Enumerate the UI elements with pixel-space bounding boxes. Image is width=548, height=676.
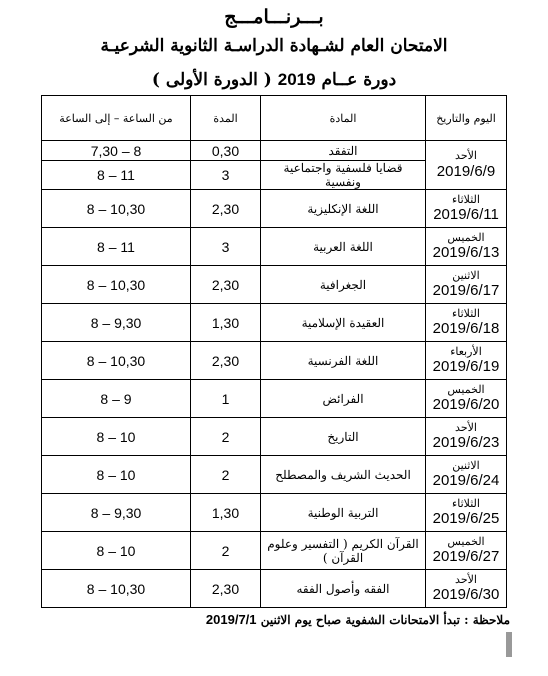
- table-row: [42, 494, 507, 532]
- subject-cell: اللغة الفرنسية: [261, 342, 426, 380]
- table-row: [42, 304, 507, 342]
- subject-cell: القرآن الكريم ( التفسير وعلوم القرآن ): [261, 532, 426, 570]
- subject-cell: التربية الوطنية: [261, 494, 426, 532]
- duration-cell: 2: [191, 532, 261, 570]
- exam-date: 2019/6/25: [432, 510, 500, 528]
- subject-cell: قضايا فلسفية واجتماعية ونفسية: [261, 161, 426, 190]
- exam-date: 2019/6/9: [436, 162, 496, 180]
- subject-cell: الفرائض: [261, 380, 426, 418]
- day-date-cell: [426, 228, 507, 266]
- day-date-cell: [426, 532, 507, 570]
- day-date-cell: [426, 266, 507, 304]
- day-date-cell: [426, 141, 507, 190]
- time-cell: 10,30 – 8: [42, 266, 191, 304]
- header-duration: المدة: [191, 96, 261, 141]
- day-date-cell: [426, 418, 507, 456]
- day-name: الخميس: [447, 230, 485, 244]
- duration-cell: 2,30: [191, 266, 261, 304]
- day-name: الأحد: [455, 420, 477, 434]
- time-cell: 8 – 7,30: [42, 141, 191, 161]
- exam-date: 2019/6/30: [432, 586, 500, 604]
- table-row: [42, 380, 507, 418]
- day-date-cell: [426, 342, 507, 380]
- table-row: [42, 141, 507, 161]
- time-cell: 10 – 8: [42, 456, 191, 494]
- table-row: [42, 456, 507, 494]
- day-name: الثلاثاء: [452, 496, 480, 510]
- time-cell: 10,30 – 8: [42, 190, 191, 228]
- time-cell: 11 – 8: [42, 161, 191, 190]
- exam-date: 2019/6/17: [432, 282, 500, 300]
- duration-cell: 2,30: [191, 190, 261, 228]
- duration-cell: 3: [191, 228, 261, 266]
- exam-date: 2019/6/13: [432, 244, 500, 262]
- table-body: [42, 141, 507, 608]
- header-subject: المادة: [261, 96, 426, 141]
- session-year: 2019: [277, 70, 316, 89]
- day-name: الاثنين: [452, 458, 480, 472]
- exam-date: 2019/6/27: [432, 548, 500, 566]
- time-cell: 10 – 8: [42, 418, 191, 456]
- day-name: الأحد: [455, 149, 477, 163]
- exam-subtitle: الامتحان العام لشـهادة الدراسـة الثانوية الشرعيـة: [100, 36, 448, 56]
- subject-cell: العقيدة الإسلامية: [261, 304, 426, 342]
- duration-cell: 1: [191, 380, 261, 418]
- duration-cell: 2: [191, 456, 261, 494]
- note-text: ملاحظة : تبدأ الامتحانات الشفوية صباح يوم الاثنين: [260, 613, 510, 627]
- exam-date: 2019/6/18: [432, 320, 500, 338]
- subject-cell: التاريخ: [261, 418, 426, 456]
- duration-cell: 2,30: [191, 570, 261, 608]
- duration-cell: 0,30: [191, 141, 261, 161]
- time-cell: 10,30 – 8: [42, 570, 191, 608]
- header-time: من الساعة – إلى الساعة: [42, 96, 191, 141]
- subject-cell: التفقد: [261, 141, 426, 161]
- day-name: الخميس: [447, 382, 485, 396]
- table-row: [42, 228, 507, 266]
- day-name: الخميس: [447, 534, 485, 548]
- duration-cell: 2,30: [191, 342, 261, 380]
- table-row: [42, 342, 507, 380]
- time-cell: 9,30 – 8: [42, 304, 191, 342]
- time-cell: 9 – 8: [42, 380, 191, 418]
- subject-cell: الجغرافية: [261, 266, 426, 304]
- table-row: [42, 190, 507, 228]
- subject-cell: اللغة العربية: [261, 228, 426, 266]
- exam-date: 2019/6/19: [432, 358, 500, 376]
- table-row: [42, 266, 507, 304]
- note-date: 2019/7/1: [205, 612, 257, 627]
- time-cell: 11 – 8: [42, 228, 191, 266]
- subject-cell: اللغة الإنكليزية: [261, 190, 426, 228]
- scrollbar-thumb[interactable]: [506, 632, 512, 657]
- program-title: بـــرنـــامـــج: [224, 6, 324, 28]
- subject-cell: الحديث الشريف والمصطلح: [261, 456, 426, 494]
- day-date-cell: [426, 380, 507, 418]
- day-date-cell: [426, 190, 507, 228]
- session-prefix: دورة عــام: [321, 70, 397, 90]
- table-header-row: [42, 96, 507, 141]
- day-date-cell: [426, 304, 507, 342]
- time-cell: 10,30 – 8: [42, 342, 191, 380]
- duration-cell: 1,30: [191, 304, 261, 342]
- header-day-date: اليوم والتاريخ: [426, 96, 507, 141]
- time-cell: 10 – 8: [42, 532, 191, 570]
- subject-cell: الفقه وأصول الفقه: [261, 570, 426, 608]
- time-cell: 9,30 – 8: [42, 494, 191, 532]
- duration-cell: 1,30: [191, 494, 261, 532]
- duration-cell: 3: [191, 161, 261, 190]
- table-row: [42, 532, 507, 570]
- day-name: الأحد: [455, 572, 477, 586]
- day-name: الأربعاء: [450, 344, 482, 358]
- exam-date: 2019/6/24: [432, 472, 500, 490]
- day-date-cell: [426, 494, 507, 532]
- exam-schedule-table: [41, 95, 507, 608]
- duration-cell: 2: [191, 418, 261, 456]
- note: [120, 612, 510, 627]
- day-date-cell: [426, 570, 507, 608]
- day-date-cell: [426, 456, 507, 494]
- table-row: [42, 570, 507, 608]
- session-line: [0, 70, 548, 90]
- table-row: [42, 418, 507, 456]
- exam-date: 2019/6/20: [432, 396, 500, 414]
- day-name: الثلاثاء: [452, 192, 480, 206]
- exam-date: 2019/6/23: [432, 434, 500, 452]
- exam-date: 2019/6/11: [433, 206, 499, 224]
- day-name: الثلاثاء: [452, 306, 480, 320]
- day-name: الاثنين: [452, 268, 480, 282]
- session-suffix: ( الدورة الأولى ): [151, 70, 272, 90]
